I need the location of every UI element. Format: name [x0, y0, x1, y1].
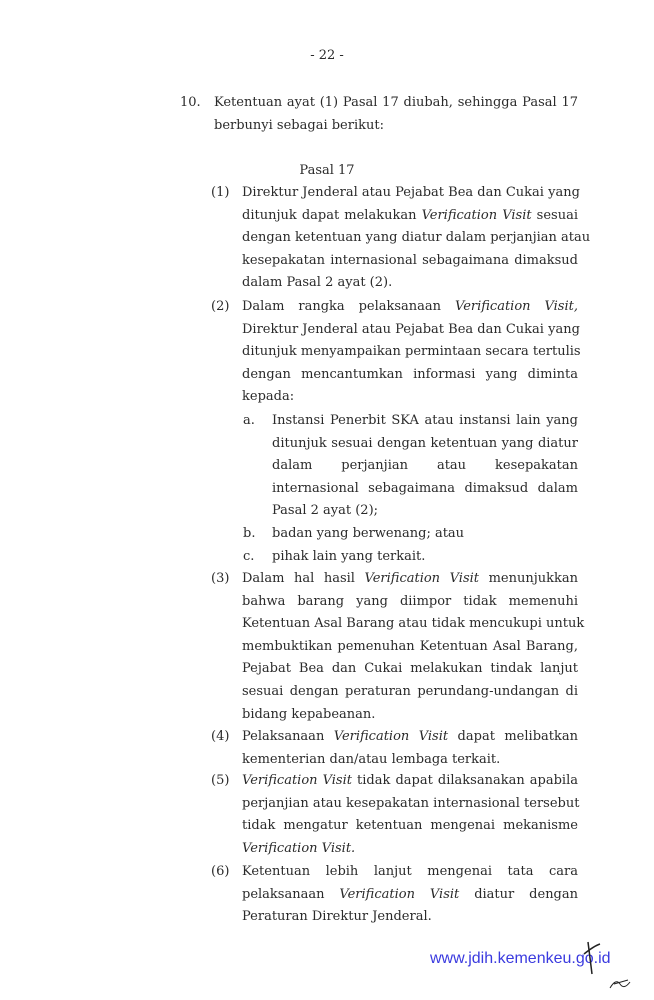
- text-line: [272, 455, 578, 478]
- text-segment: ditunjuk dapat melakukan: [242, 207, 422, 223]
- text-line: [272, 410, 578, 433]
- text-segment: Pasal 2 ayat (2);: [272, 503, 379, 519]
- paragraph-6: [242, 861, 578, 929]
- text-segment: perjanjian atau kesepakatan internasional tersebut: [242, 795, 580, 811]
- text-line: [242, 250, 578, 273]
- paragraph-2-number: (2): [211, 299, 230, 314]
- text-segment: sesuai: [531, 207, 578, 223]
- text-line: [242, 726, 578, 749]
- text-line: [242, 704, 578, 727]
- text-segment: Peraturan Direktur Jenderal.: [242, 909, 432, 925]
- text-segment: Dalam rangka pelaksanaan: [242, 299, 455, 314]
- paragraph-4-number: (4): [211, 729, 230, 744]
- text-segment: kesepakatan internasional sebagaimana dimaksud: [242, 252, 578, 268]
- page-number: - 22 -: [310, 48, 344, 63]
- text-segment: menunjukkan: [479, 571, 578, 586]
- text-line: [242, 613, 585, 636]
- text-line: [242, 182, 578, 205]
- text-segment: Ketentuan ayat (1) Pasal 17 diubah, sehingga Pasal 17: [214, 95, 578, 110]
- paragraph-3: [242, 568, 585, 726]
- text-line: [242, 319, 578, 342]
- text-line: [214, 92, 578, 115]
- text-segment: internasional sebagaimana dimaksud dalam: [272, 480, 578, 496]
- italic-term: Verification Visit,: [455, 299, 578, 314]
- subitem-a-number: a.: [243, 413, 255, 428]
- paragraph-4: [242, 726, 578, 771]
- text-segment: dalam Pasal 2 ayat (2).: [242, 275, 393, 291]
- text-line: [242, 884, 578, 907]
- text-line: [242, 568, 578, 591]
- footer-url[interactable]: www.jdih.kemenkeu.go.id: [430, 950, 611, 967]
- text-line: [272, 546, 578, 569]
- text-segment: Direktur Jenderal atau Pejabat Bea dan Cukai yang: [242, 185, 580, 200]
- text-line: [272, 478, 578, 501]
- text-segment: Direktur Jenderal atau Pejabat Bea dan Cukai yang: [242, 321, 580, 337]
- text-segment: ditunjuk menyampaikan permintaan secara tertulis: [242, 344, 581, 360]
- text-segment: ditunjuk sesuai dengan ketentuan yang diatur: [272, 435, 578, 451]
- subitem-b-number: b.: [243, 526, 256, 541]
- text-segment: dalam perjanjian atau kesepakatan: [272, 458, 578, 474]
- text-line: [242, 815, 578, 838]
- text-segment: Dalam hal hasil: [242, 571, 365, 586]
- text-segment: Pejabat Bea dan Cukai melakukan tindak lanjut: [242, 661, 578, 677]
- text-line: [242, 793, 578, 816]
- text-line: [242, 906, 578, 929]
- italic-term: Verification Visit: [242, 773, 352, 788]
- text-segment: dengan ketentuan yang diatur dalam perjanjian atau: [242, 230, 591, 246]
- paragraph-1-number: (1): [211, 185, 230, 200]
- article-title: Pasal 17: [299, 163, 355, 178]
- text-segment: dapat melibatkan: [448, 729, 578, 744]
- text-segment: membuktikan pemenuhan Ketentuan Asal Barang,: [242, 638, 578, 654]
- text-segment: Pelaksanaan: [242, 729, 334, 744]
- text-segment: pelaksanaan: [242, 886, 340, 902]
- text-line: [242, 591, 578, 614]
- text-segment: tidak dapat dilaksanakan apabila: [351, 773, 578, 788]
- text-line: [272, 523, 578, 546]
- text-line: [242, 227, 591, 250]
- text-segment: diatur dengan: [459, 886, 579, 902]
- text-segment: tidak mengatur ketentuan mengenai mekanisme: [242, 818, 578, 834]
- subitem-c: [272, 546, 578, 569]
- subitem-b: [272, 523, 578, 546]
- text-segment: berbunyi sebagai berikut:: [214, 117, 384, 133]
- text-line: [242, 296, 578, 319]
- text-line: [242, 770, 578, 793]
- text-segment: kepada:: [242, 389, 295, 405]
- text-line: [242, 681, 578, 704]
- text-segment: Ketentuan lebih lanjut mengenai tata cara: [242, 864, 578, 879]
- text-line: [242, 205, 578, 228]
- paragraph-6-number: (6): [211, 864, 230, 879]
- text-line: [242, 364, 578, 387]
- text-segment: Ketentuan Asal Barang atau tidak mencukupi untuk: [242, 616, 585, 632]
- italic-term: Verification Visit.: [242, 840, 356, 856]
- paragraph-5: [242, 770, 578, 860]
- amendment-item: [214, 92, 578, 137]
- text-line: [242, 838, 578, 861]
- text-line: [242, 636, 578, 659]
- paragraph-2: [242, 296, 581, 409]
- paragraph-5-number: (5): [211, 773, 230, 788]
- subitem-a: [272, 410, 578, 523]
- text-line: [272, 433, 578, 456]
- amendment-item-number: 10.: [180, 95, 201, 110]
- text-line: [272, 500, 578, 523]
- text-line: [242, 272, 578, 295]
- text-line: [242, 386, 578, 409]
- text-segment: dengan mencantumkan informasi yang diminta: [242, 366, 578, 382]
- italic-term: Verification Visit: [333, 729, 449, 744]
- paragraph-3-number: (3): [211, 571, 230, 586]
- italic-term: Verification Visit: [421, 207, 532, 223]
- italic-term: Verification Visit: [364, 571, 479, 586]
- paragraph-1: [242, 182, 591, 295]
- signature-initial-mark: [580, 940, 640, 995]
- text-segment: pihak lain yang terkait.: [272, 549, 426, 564]
- text-segment: kementerian dan/atau lembaga terkait.: [242, 751, 501, 767]
- text-line: [242, 861, 578, 884]
- text-line: [242, 749, 578, 772]
- subitem-c-number: c.: [243, 549, 255, 564]
- text-segment: sesuai dengan peraturan perundang-undangan di: [242, 683, 578, 699]
- text-segment: badan yang berwenang; atau: [272, 526, 465, 541]
- text-segment: Instansi Penerbit SKA atau instansi lain yang: [272, 413, 578, 428]
- text-segment: bidang kepabeanan.: [242, 706, 376, 722]
- text-segment: bahwa barang yang diimpor tidak memenuhi: [242, 593, 578, 609]
- text-line: [242, 341, 581, 364]
- text-line: [242, 658, 578, 681]
- italic-term: Verification Visit: [339, 886, 460, 902]
- text-line: [214, 115, 578, 138]
